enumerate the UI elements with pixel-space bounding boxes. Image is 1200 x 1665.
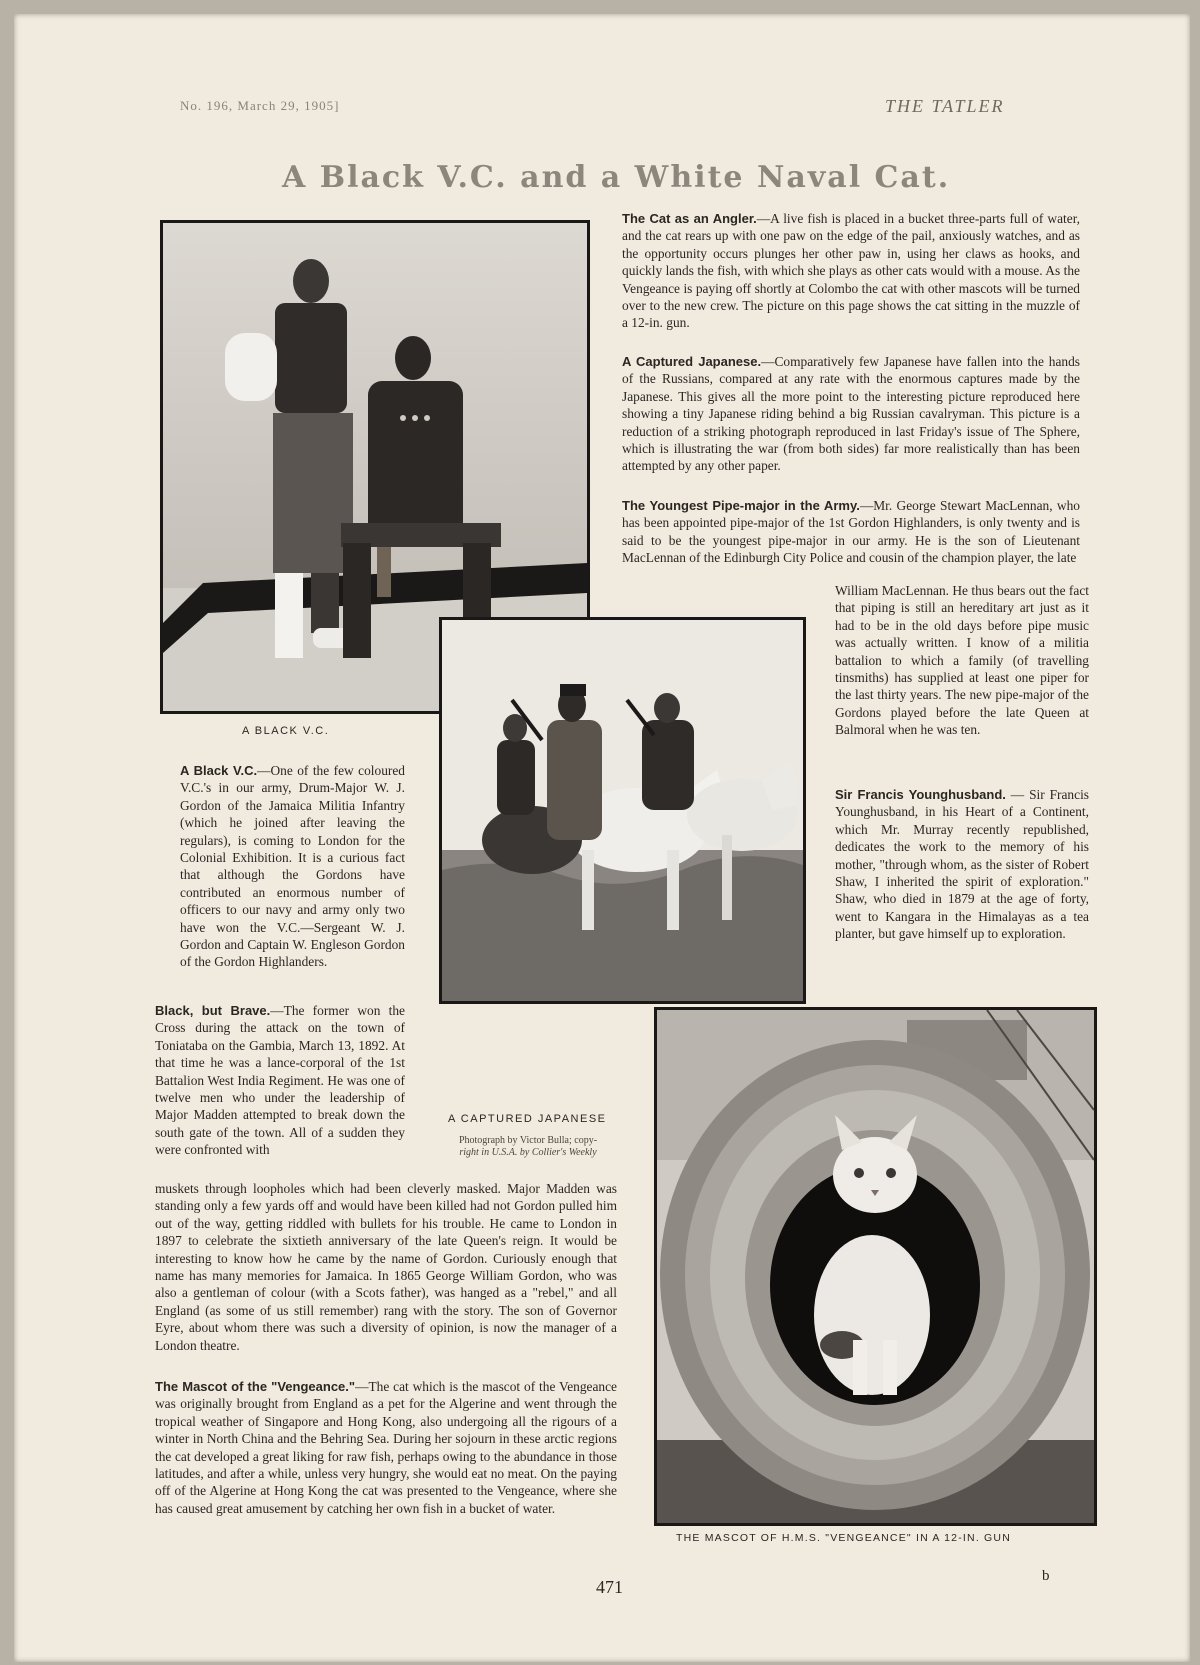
text-mascot: —The cat which is the mascot of the Vengeance was originally brought from England as a pet for the Algerine and went through the tropical weather of Singapore and Hong Kong, also undergoing all the rigours of a winter in North China and the Behring Sea. During her sojourn in these arctic regions the cat developed a great liking for raw fish, perhaps owing to the abundance in those latitudes, and after a while, unless very hungry, she would eat no meat. On the paying off of the Algerine at Hong Kong the cat was presented to the Vengeance, where she has caused great amusement by catching her own fish in a bucket of water. — [155, 1379, 617, 1516]
article-captured-japanese — [622, 353, 1080, 475]
heading-black-vc: A Black V.C. — [180, 763, 258, 778]
mascot-cat-photo — [654, 1007, 1097, 1526]
text-pipe-major-part-1: —Mr. George Stewart MacLennan, who has been appointed pipe-major of the 1st Gordon Highlanders, is only twenty and is said to be the youngest pipe-major in our army. He is the son of Lieutenant MacLennan of the Edinburgh City Police and cousin of the champion player, the late — [622, 498, 1080, 566]
black-vc-caption: A BLACK V.C. — [242, 725, 330, 737]
magazine-name: THE TATLER — [885, 96, 1005, 116]
text-cat-angler: —A live fish is placed in a bucket three-parts full of water, and the cat rears up with one paw on the edge of the pail, anxiously watches, and as the opportunity occurs plunges her other paw in, using her claws as hooks, and quickly lands the fish, with which she plays as other cats would with a mouse. As the Vengeance is paying off shortly at Colombo the cat with other mascots will be turned over to the new crew. The picture on this page shows the cat sitting in the muzzle of a 12-in. gun. — [622, 211, 1080, 331]
article-mascot — [155, 1378, 617, 1517]
captured-japanese-caption: A CAPTURED JAPANESE — [448, 1113, 607, 1125]
heading-mascot: The Mascot of the "Vengeance." — [155, 1379, 356, 1394]
captured-japanese-photo — [439, 617, 806, 1004]
text-black-but-brave-part-2: muskets through loopholes which had been cleverly masked. Major Madden was standing only a few yards off and would have been killed had not Gordon pulled him out of the way, getting riddled with bullets for his trouble. He came to London in 1897 to celebrate the sixtieth anniversary of the late Queen's reign. It would be interesting to know how he came by the name of Gordon. Curiously enough that name has many memories for Jamaica. In 1865 George William Gordon, who was also a gentleman of colour (with a Scots father), was hanged as a "rebel," and all England (as some of us still remember) rang with the story. The son of Governor Eyre, about whom there was such a diversity of opinion, is now the manager of a London theatre. — [155, 1181, 617, 1353]
text-pipe-major-part-2: William MacLennan. He thus bears out the fact that piping is still an hereditary art just as it had to be in the old days before pipe music was actually written. I know of a militia battalion to which a family (of travelling tinsmiths) has supplied at least one piper for the last thirty years. The new pipe-major of the Gordons played before the late Queen at Balmoral when he was ten. — [835, 583, 1089, 738]
photo-credit-line-2: right in U.S.A. by Collier's Weekly — [459, 1147, 597, 1158]
heading-pipe-major: The Youngest Pipe-major in the Army. — [622, 498, 860, 513]
page-number: 471 — [596, 1577, 623, 1597]
mascot-caption: THE MASCOT OF H.M.S. "VENGEANCE" IN A 12-IN. GUN — [676, 1532, 1011, 1544]
heading-cat-angler: The Cat as an Angler. — [622, 211, 757, 226]
heading-black-but-brave: Black, but Brave. — [155, 1003, 271, 1018]
article-younghusband — [835, 786, 1089, 943]
text-younghusband: — Sir Francis Younghusband, in his Heart of a Continent, which Mr. Murray recently republished, dedicates the work to the memory of his mother, "through whom, as the sister of Robert Shaw, I inherited the spirit of exploration." Shaw, who died in 1879 at the age of forty, went to Kangara in the Himalayas as a tea planter, but gave himself up to exploration. — [835, 787, 1089, 942]
article-black-vc — [180, 762, 405, 971]
text-black-but-brave-part-1: —The former won the Cross during the attack on the town of Toniataba on the Gambia, March 13, 1892. At that time he was a lance-corporal of the 1st Battalion West India Regiment. He was one of twelve men who under the leadership of Major Madden attempted to break down the south gate of the town. All of a sudden they were confronted with — [155, 1003, 405, 1158]
article-pipe-major-part-2 — [835, 582, 1089, 739]
text-captured-japanese: —Comparatively few Japanese have fallen into the hands of the Russians, compared at any rate with the enormous captures made by the Japanese. This gives all the more point to the interesting picture reproduced here showing a tiny Japanese riding behind a big Russian cavalryman. This picture is a reduction of a striking photograph reproduced in last Friday's issue of The Sphere, which is illustrating the war (from both sides) far more realistically than has been attempted by any other paper. — [622, 354, 1080, 474]
issue-header: No. 196, March 29, 1905] — [180, 98, 340, 113]
article-black-but-brave-part-1 — [155, 1002, 405, 1159]
photo-credit-line-1: Photograph by Victor Bulla; copy- — [458, 1135, 598, 1146]
page-title: A Black V.C. and a White Naval Cat. — [282, 160, 951, 195]
signature-mark: b — [1042, 1568, 1050, 1584]
photo-credit — [428, 1135, 628, 1159]
heading-captured-japanese: A Captured Japanese. — [622, 354, 762, 369]
heading-younghusband: Sir Francis Younghusband. — [835, 787, 1006, 802]
article-cat-angler — [622, 210, 1080, 332]
text-black-vc: —One of the few coloured V.C.'s in our army, Drum-Major W. J. Gordon of the Jamaica Militia Infantry (which he joined after leaving the regulars), is coming to London for the Colonial Exhibition. It is a curious fact that although the Gordons have contributed an enormous number of officers to our navy and army only two have won the V.C.—Sergeant W. J. Gordon and Captain W. Engleson Gordon of the Gordon Highlanders. — [180, 763, 405, 970]
article-black-but-brave-part-2 — [155, 1180, 617, 1354]
article-pipe-major-part-1 — [622, 497, 1080, 567]
